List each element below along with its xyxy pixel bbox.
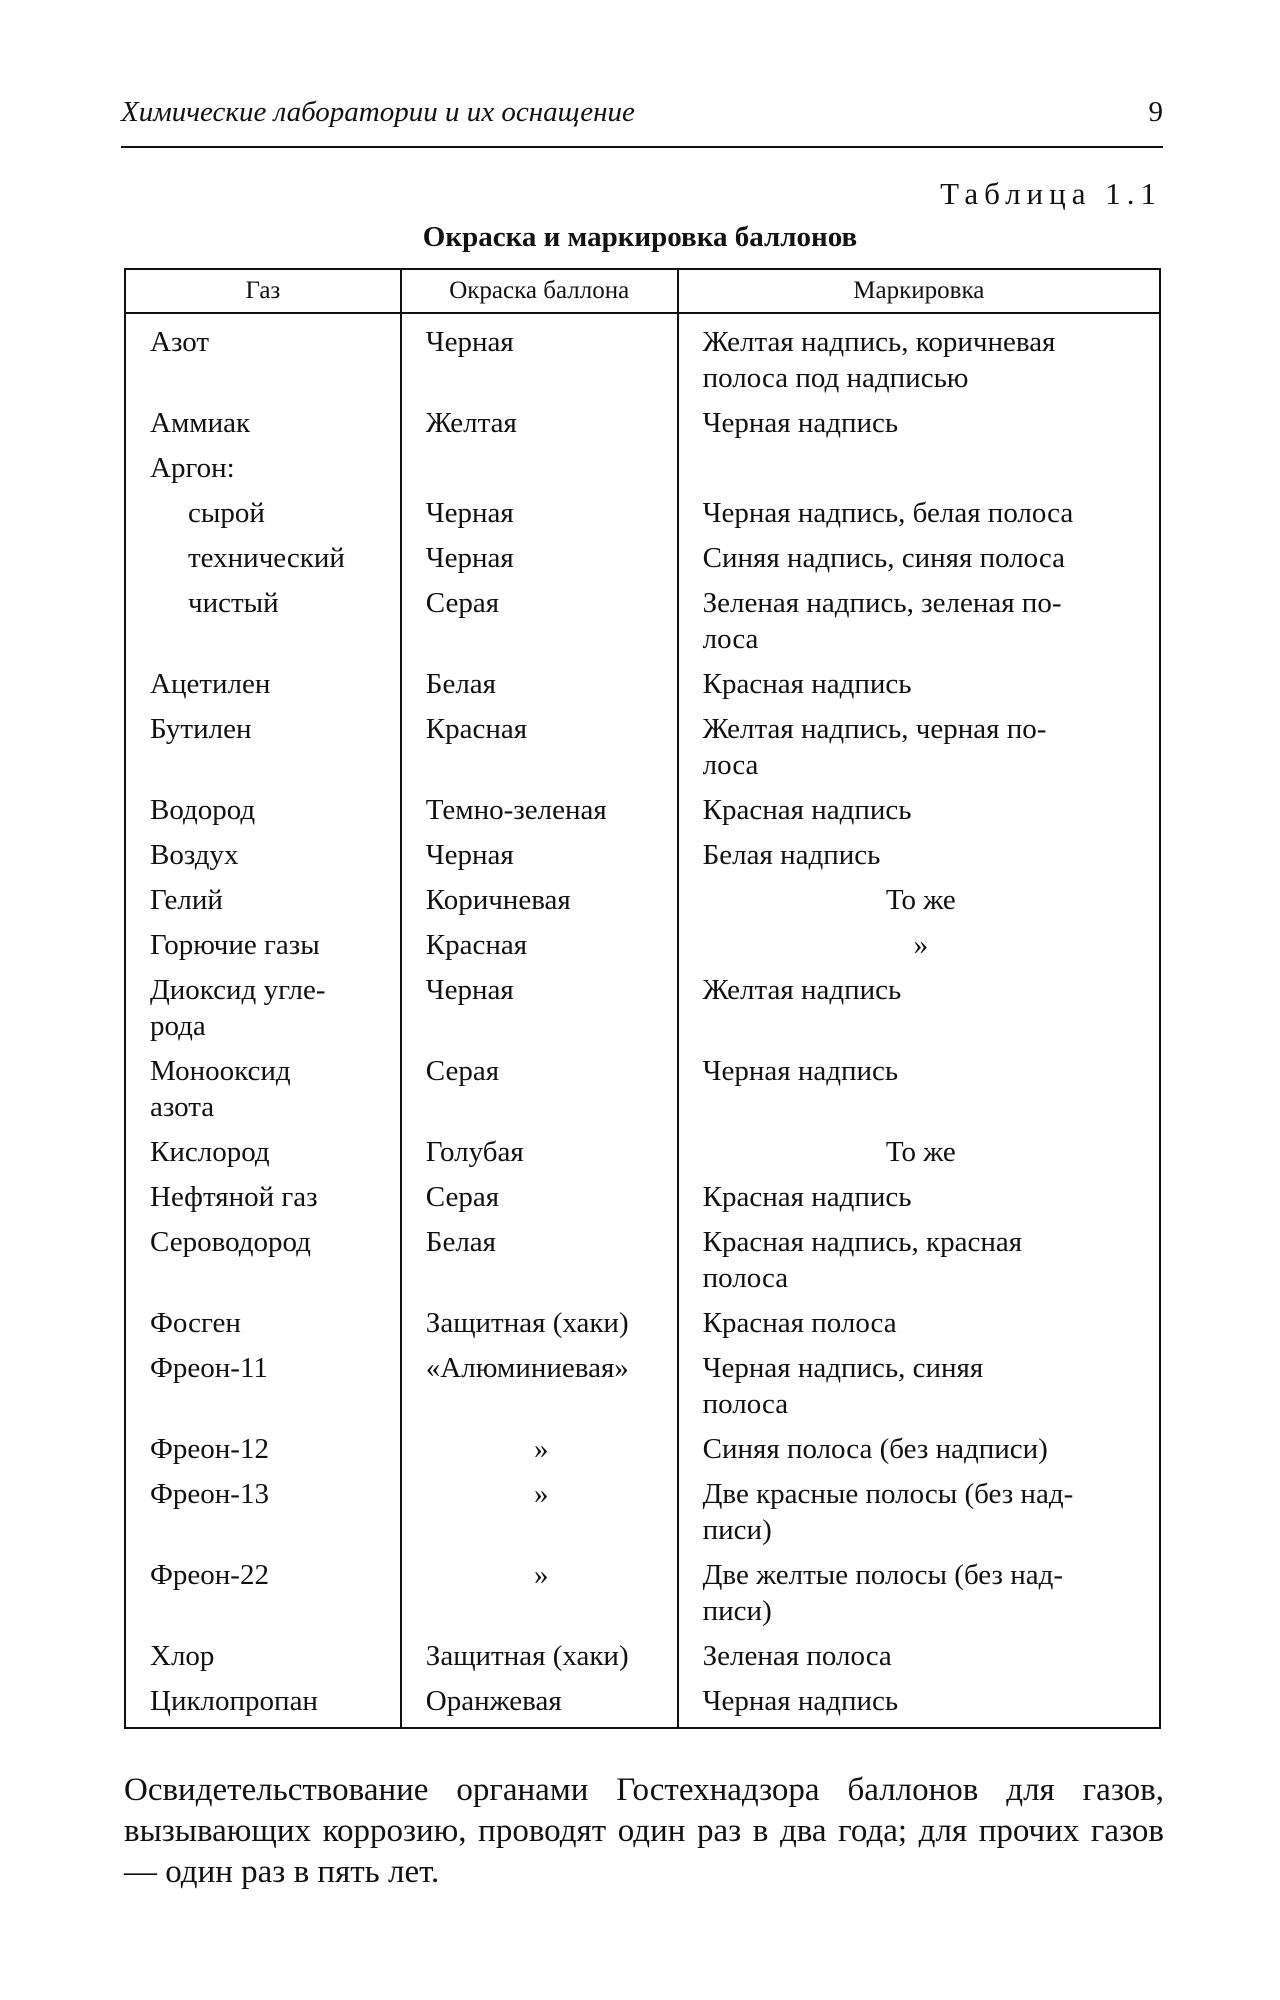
marking-cell: Белая надпись: [678, 832, 1160, 877]
table-row: [125, 1633, 1160, 1678]
color-cell: Белая: [401, 661, 678, 706]
gas-cell: Аргон:: [125, 445, 401, 490]
gas-cell: Водород: [125, 787, 401, 832]
marking-cell: Черная надпись: [678, 400, 1160, 445]
table-row: [125, 1552, 1160, 1633]
color-cell: Голубая: [401, 1129, 678, 1174]
gas-cell: Фосген: [125, 1300, 401, 1345]
table-row: [125, 313, 1160, 400]
gas-cell: Монооксид азота: [125, 1048, 401, 1129]
marking-cell: Красная надпись: [678, 661, 1160, 706]
gas-cell: Фреон-11: [125, 1345, 401, 1426]
gas-cell: Фреон-12: [125, 1426, 401, 1471]
marking-cell: Красная надпись, красная полоса: [678, 1219, 1160, 1300]
table-row: [125, 1129, 1160, 1174]
table-row: [125, 877, 1160, 922]
table-row: [125, 832, 1160, 877]
table-row: [125, 967, 1160, 1048]
table-header-row: [125, 269, 1160, 313]
color-cell: Черная: [401, 313, 678, 400]
column-header-gas: Газ: [125, 269, 401, 313]
color-cell: Защитная (хаки): [401, 1633, 678, 1678]
gas-cell: технический: [125, 535, 401, 580]
marking-cell: Синяя надпись, синяя полоса: [678, 535, 1160, 580]
gas-cell: Воздух: [125, 832, 401, 877]
color-cell: [401, 445, 678, 490]
gas-cell: Хлор: [125, 1633, 401, 1678]
gas-cell: Аммиак: [125, 400, 401, 445]
color-cell: Белая: [401, 1219, 678, 1300]
marking-cell: »: [678, 922, 1160, 967]
marking-cell: [678, 445, 1160, 490]
column-header-color: Окраска баллона: [401, 269, 678, 313]
marking-cell: Желтая надпись: [678, 967, 1160, 1048]
gas-cell: Циклопропан: [125, 1678, 401, 1728]
marking-cell: Желтая надпись, коричневая полоса под надписью: [678, 313, 1160, 400]
table-header: [125, 269, 1160, 313]
gas-cell: Нефтяной газ: [125, 1174, 401, 1219]
gas-cell: Бутилен: [125, 706, 401, 787]
gas-cell: Гелий: [125, 877, 401, 922]
marking-cell: Красная полоса: [678, 1300, 1160, 1345]
color-cell: Серая: [401, 1174, 678, 1219]
gas-cell: сырой: [125, 490, 401, 535]
color-cell: Черная: [401, 967, 678, 1048]
table-row: [125, 535, 1160, 580]
table-row: [125, 1345, 1160, 1426]
body-paragraph: Освидетельствование органами Гостехнадзора баллонов для газов, вызывающих коррозию, проводят один раз в два года; для прочих газов — один раз в пять лет.: [124, 1772, 1164, 1890]
table-body: [125, 313, 1160, 1728]
color-cell: Защитная (хаки): [401, 1300, 678, 1345]
marking-cell: Зеленая надпись, зеленая по- лоса: [678, 580, 1160, 661]
color-cell: Красная: [401, 922, 678, 967]
gas-cell: Диоксид угле- рода: [125, 967, 401, 1048]
table-row: [125, 787, 1160, 832]
table-row: [125, 490, 1160, 535]
gas-cell: Фреон-22: [125, 1552, 401, 1633]
gas-cell: чистый: [125, 580, 401, 661]
gas-cell: Ацетилен: [125, 661, 401, 706]
color-cell: Красная: [401, 706, 678, 787]
marking-cell: Красная надпись: [678, 1174, 1160, 1219]
color-cell: Черная: [401, 535, 678, 580]
table-row: [125, 445, 1160, 490]
color-cell: Черная: [401, 832, 678, 877]
table-row: [125, 1300, 1160, 1345]
table-row: [125, 1678, 1160, 1728]
table-row: [125, 400, 1160, 445]
marking-cell: Две желтые полосы (без над- писи): [678, 1552, 1160, 1633]
gas-cell: Горючие газы: [125, 922, 401, 967]
marking-cell: Зеленая полоса: [678, 1633, 1160, 1678]
marking-cell: Две красные полосы (без над- писи): [678, 1471, 1160, 1552]
gas-cylinder-table: [124, 268, 1161, 1729]
color-cell: Желтая: [401, 400, 678, 445]
table-title: Окраска и маркировка баллонов: [422, 221, 858, 253]
marking-cell: Черная надпись: [678, 1678, 1160, 1728]
marking-cell: Красная надпись: [678, 787, 1160, 832]
table-row: [125, 580, 1160, 661]
table-row: [125, 661, 1160, 706]
color-cell: «Алюминиевая»: [401, 1345, 678, 1426]
gas-cell: Фреон-13: [125, 1471, 401, 1552]
header-rule: [121, 146, 1163, 148]
marking-cell: Желтая надпись, черная по- лоса: [678, 706, 1160, 787]
running-head: [121, 94, 1163, 130]
table-row: [125, 1174, 1160, 1219]
color-cell: »: [401, 1426, 678, 1471]
color-cell: »: [401, 1471, 678, 1552]
gas-cell: Сероводород: [125, 1219, 401, 1300]
marking-cell: Черная надпись, синяя полоса: [678, 1345, 1160, 1426]
table-number: Таблица 1.1: [940, 176, 1162, 211]
marking-cell: Черная надпись: [678, 1048, 1160, 1129]
marking-cell: То же: [678, 1129, 1160, 1174]
table-row: [125, 1048, 1160, 1129]
table-row: [125, 922, 1160, 967]
marking-cell: То же: [678, 877, 1160, 922]
color-cell: Черная: [401, 490, 678, 535]
gas-cell: Кислород: [125, 1129, 401, 1174]
color-cell: Коричневая: [401, 877, 678, 922]
page-number: 9: [1148, 96, 1163, 128]
table-row: [125, 1426, 1160, 1471]
table-row: [125, 1219, 1160, 1300]
running-head-title: Химические лаборатории и их оснащение: [121, 96, 635, 128]
column-header-marking: Маркировка: [678, 269, 1160, 313]
table-row: [125, 1471, 1160, 1552]
color-cell: Оранжевая: [401, 1678, 678, 1728]
gas-cell: Азот: [125, 313, 401, 400]
color-cell: Темно-зеленая: [401, 787, 678, 832]
color-cell: Серая: [401, 1048, 678, 1129]
color-cell: Серая: [401, 580, 678, 661]
table-row: [125, 706, 1160, 787]
color-cell: »: [401, 1552, 678, 1633]
marking-cell: Черная надпись, белая полоса: [678, 490, 1160, 535]
marking-cell: Синяя полоса (без надписи): [678, 1426, 1160, 1471]
